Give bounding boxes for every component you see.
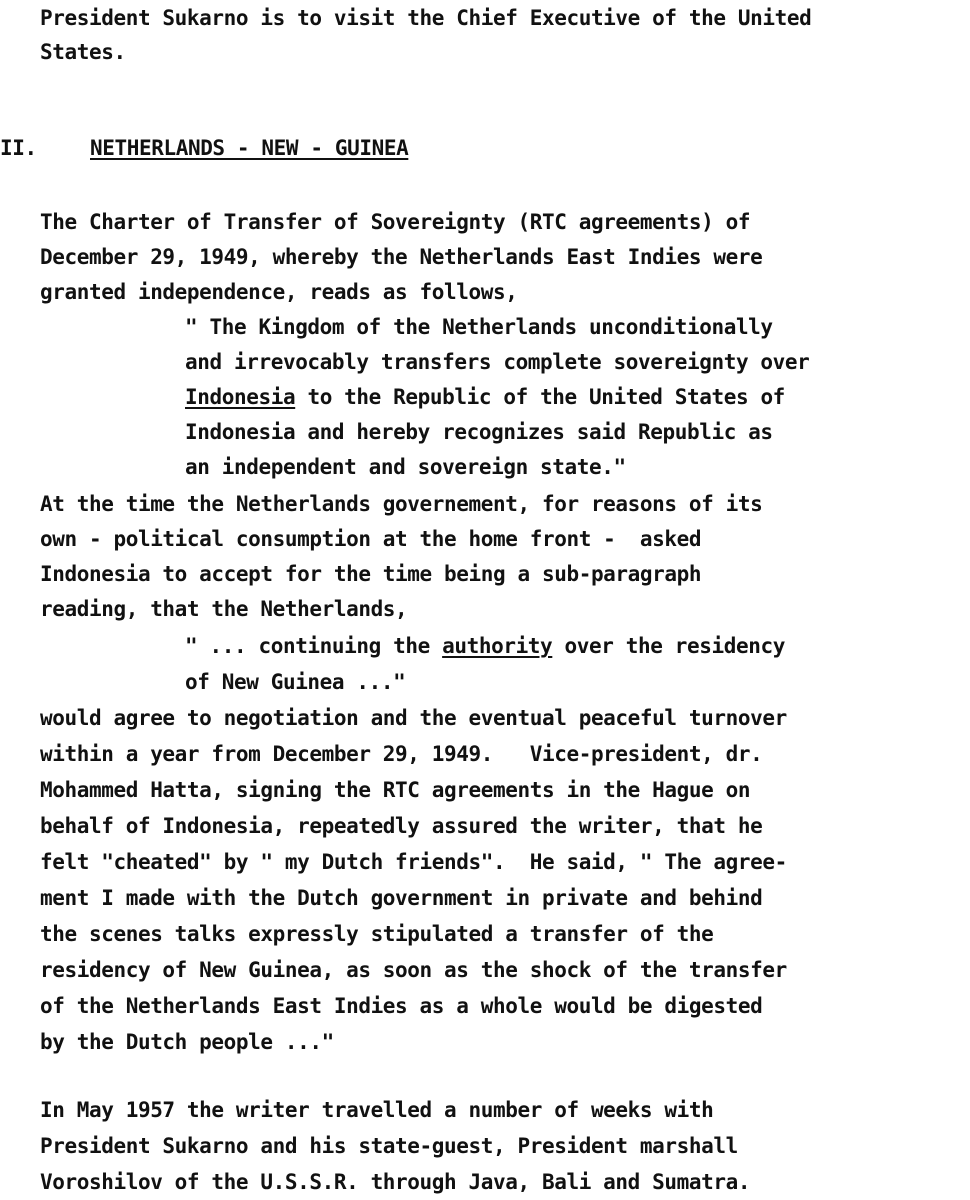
paragraph4-line-3: Voroshilov of the U.S.S.R. through Java, Bali and Sumatra. bbox=[40, 1170, 751, 1194]
quote1-line-1: " The Kingdom of the Netherlands unconditionally bbox=[185, 315, 773, 339]
paragraph3-line-2: within a year from December 29, 1949. Vice-president, dr. bbox=[40, 742, 763, 766]
paragraph4-line-1: In May 1957 the writer travelled a number of weeks with bbox=[40, 1098, 714, 1122]
paragraph3-line-8: residency of New Guinea, as soon as the shock of the transfer bbox=[40, 958, 787, 982]
paragraph3-line-10: by the Dutch people ..." bbox=[40, 1030, 334, 1054]
paragraph3-line-1: would agree to negotiation and the eventual peaceful turnover bbox=[40, 706, 787, 730]
quote1-line-3-rest: to the Republic of the United States of bbox=[295, 385, 785, 409]
paragraph2-line-1: At the time the Netherlands governement, for reasons of its bbox=[40, 492, 763, 516]
paragraph3-line-3: Mohammed Hatta, signing the RTC agreements in the Hague on bbox=[40, 778, 751, 802]
section-number: II. bbox=[0, 136, 37, 160]
paragraph1-line-1: The Charter of Transfer of Sovereignty (RTC agreements) of bbox=[40, 210, 751, 234]
paragraph2-line-4: reading, that the Netherlands, bbox=[40, 597, 408, 621]
quote2-line-1-rest: over the residency bbox=[552, 634, 785, 658]
intro-line-1: President Sukarno is to visit the Chief Executive of the United bbox=[40, 6, 812, 30]
paragraph1-line-2: December 29, 1949, whereby the Netherlands East Indies were bbox=[40, 245, 763, 269]
quote2-line-1-start: " ... continuing the bbox=[185, 634, 443, 658]
paragraph3-line-4: behalf of Indonesia, repeatedly assured the writer, that he bbox=[40, 814, 763, 838]
quote2-line-1 bbox=[185, 632, 785, 660]
quote1-line-5: an independent and sovereign state." bbox=[185, 455, 626, 479]
paragraph3-line-6: ment I made with the Dutch government in private and behind bbox=[40, 886, 763, 910]
paragraph4-line-2: President Sukarno and his state-guest, President marshall bbox=[40, 1134, 738, 1158]
quote1-underlined-indonesia: Indonesia bbox=[185, 385, 296, 409]
quote2-underlined-authority: authority bbox=[442, 634, 553, 658]
intro-line-2: States. bbox=[40, 40, 126, 64]
paragraph2-line-2: own - political consumption at the home front - asked bbox=[40, 527, 702, 551]
paragraph3-line-5: felt "cheated" by " my Dutch friends". He said, " The agree- bbox=[40, 850, 787, 874]
paragraph1-line-3: granted independence, reads as follows, bbox=[40, 280, 518, 304]
paragraph3-line-7: the scenes talks expressly stipulated a transfer of the bbox=[40, 922, 714, 946]
quote1-line-4: Indonesia and hereby recognizes said Republic as bbox=[185, 420, 773, 444]
quote2-line-2: of New Guinea ..." bbox=[185, 670, 406, 694]
quote1-line-3 bbox=[185, 383, 785, 411]
quote1-line-2: and irrevocably transfers complete sovereignty over bbox=[185, 350, 810, 374]
section-heading: NETHERLANDS - NEW - GUINEA bbox=[90, 136, 409, 160]
paragraph2-line-3: Indonesia to accept for the time being a sub-paragraph bbox=[40, 562, 702, 586]
paragraph3-line-9: of the Netherlands East Indies as a whole would be digested bbox=[40, 994, 763, 1018]
